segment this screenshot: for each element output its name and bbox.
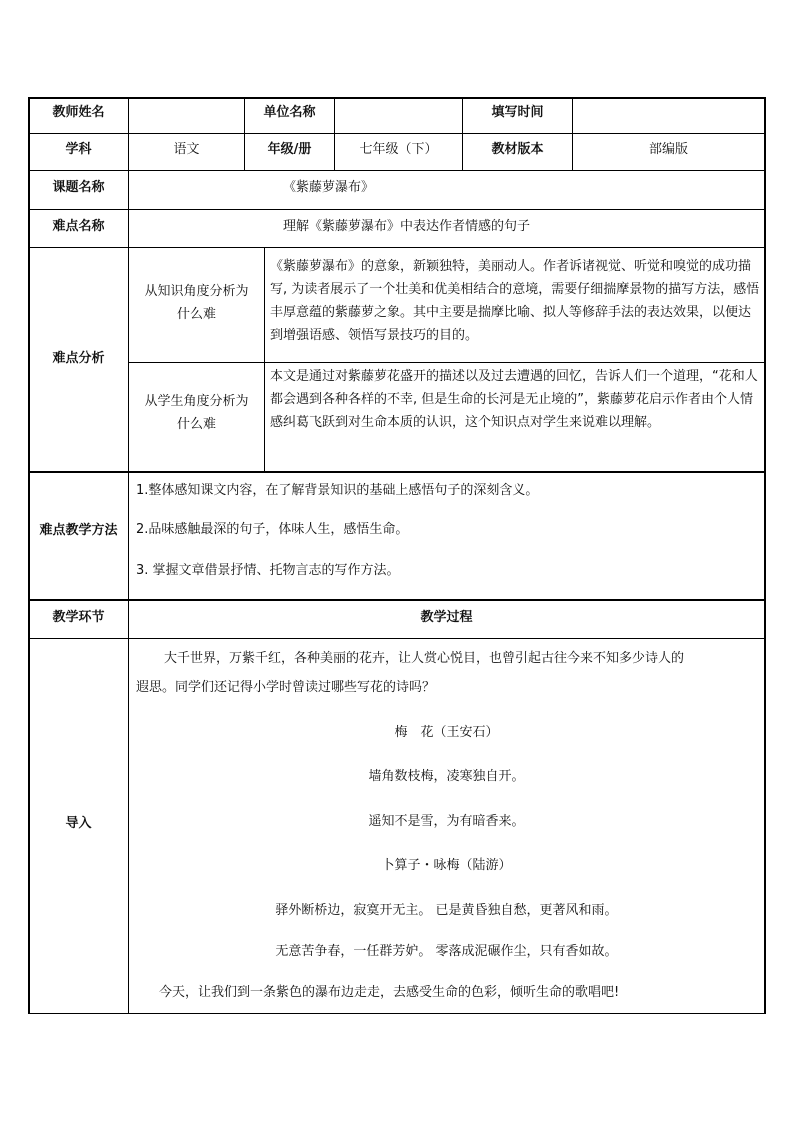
poem1-line-1: 墙角数枝梅，凌寒独自开。: [368, 769, 525, 784]
knowledge-analysis-text: 《紫藤萝瀑布》的意象，新颖独特，美丽动人。作者诉诸视觉、听觉和嗅觉的成功描写, 为读者展示了一个壮美和优美相结合的意境，需要仔细揣摩景物的描写方法，感悟丰厚意蕴的紫藤萝之象。其中主要是揣摩比喻、拟人等修辞手法的表达效果，以便达到增强语感、领悟写景技巧的目的。: [270, 259, 760, 343]
intro-label: 导入: [65, 816, 92, 831]
teaching-process-label: 教学过程: [420, 610, 473, 625]
methods-label: 难点教学方法: [39, 523, 118, 538]
intro-line-1: 大千世界，万紫千红，各种美丽的花卉，让人赏心悦目，也曾引起古往今来不知多少诗人的: [164, 651, 685, 666]
intro-line-2: 遐思。同学们还记得小学时曾读过哪些写花的诗吗？: [136, 680, 436, 695]
student-angle-label-2: 什么难: [176, 417, 216, 432]
grade-value: 七年级（下）: [359, 142, 438, 157]
method-item-2: 2.品味感触最深的句子，体味人生，感悟生命。: [136, 522, 409, 537]
difficulty-value: 理解《紫藤萝瀑布》中表达作者情感的句子: [283, 219, 531, 234]
topic-value: 《紫藤萝瀑布》: [283, 180, 375, 195]
method-item-1: 1.整体感知课文内容，在了解背景知识的基础上感悟句子的深刻含义。: [136, 483, 539, 498]
subject-value: 语文: [173, 142, 200, 157]
teacher-name-label: 教师姓名: [52, 105, 105, 120]
grade-label: 年级/册: [267, 142, 312, 157]
edition-label: 教材版本: [491, 142, 544, 157]
analysis-label: 难点分析: [52, 351, 105, 366]
edition-value: 部编版: [648, 142, 688, 157]
poem2-line-2: 无意苦争春，一任群芳妒。 零落成泥碾作尘，只有香如故。: [275, 944, 618, 959]
student-angle-label-1: 从学生角度分析为: [144, 394, 249, 409]
method-item-3: 3. 掌握文章借景抒情、托物言志的写作方法。: [136, 563, 400, 578]
unit-name-label: 单位名称: [263, 105, 316, 120]
knowledge-angle-label-2: 什么难: [176, 307, 216, 322]
teaching-stage-label: 教学环节: [52, 610, 105, 625]
student-analysis-text: 本文是通过对紫藤萝花盛开的描述以及过去遭遇的回忆，告诉人们一个道理，“花和人都会遇到各种各样的不幸, 但是生命的长河是无止境的”，紫藤萝花启示作者由个人情感纠葛飞跃到对生命本质的认识，这个知识点对学生来说难以理解。: [270, 369, 758, 430]
fill-time-label: 填写时间: [491, 105, 544, 120]
poem1-title: 梅 花（王安石）: [394, 725, 499, 740]
difficulty-label: 难点名称: [52, 219, 105, 234]
subject-label: 学科: [65, 142, 92, 157]
knowledge-angle-label-1: 从知识角度分析为: [144, 284, 249, 299]
topic-label: 课题名称: [52, 180, 105, 195]
poem2-line-1: 驿外断桥边，寂寞开无主。 已是黄昏独自愁，更著风和雨。: [275, 903, 618, 918]
poem1-line-2: 遥知不是雪，为有暗香来。: [368, 814, 525, 829]
poem2-title: 卜算子・咏梅（陆游）: [381, 858, 512, 873]
intro-closing: 今天，让我们到一条紫色的瀑布边走走，去感受生命的色彩，倾听生命的歌唱吧!: [159, 985, 620, 1000]
